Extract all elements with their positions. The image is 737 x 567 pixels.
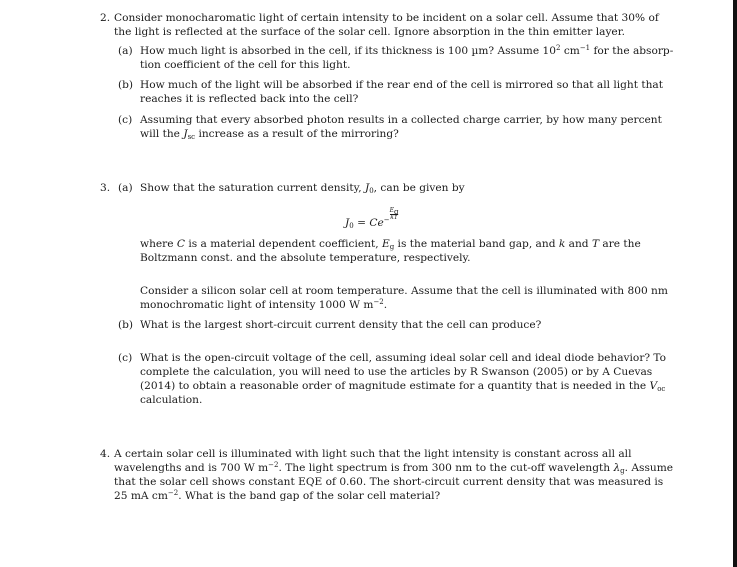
- problem-2c-text-start: will the: [140, 128, 184, 140]
- problem-3-consider-text: [140, 284, 668, 312]
- saturation-current-equation: [345, 208, 398, 230]
- problem-3-where-text: [140, 237, 658, 265]
- problem-4-text-part: 25 mA cm: [114, 490, 168, 502]
- problem-4-line: A certain solar cell is illuminated with light such that the light intensity is constant across all all: [114, 448, 632, 460]
- problem-3a-label: (a): [118, 182, 133, 194]
- fraction-denominator: [390, 214, 399, 221]
- problem-4-text-part: wavelengths and is 700 W m: [114, 462, 269, 474]
- fraction-denominator-var: kT: [390, 214, 398, 221]
- problem-4-text-part: . Assume: [624, 462, 674, 474]
- equation-exponent: [383, 207, 399, 224]
- current-density-exponent: −2: [167, 489, 179, 497]
- c-variable: C: [176, 238, 185, 250]
- t-variable: T: [591, 238, 600, 250]
- problem-3c-label: (c): [118, 352, 133, 364]
- exponent-fraction: [390, 208, 399, 221]
- problem-4-number: 4.: [100, 448, 111, 460]
- problem-2a-exponent: 2: [555, 44, 561, 52]
- k-variable: k: [558, 238, 566, 250]
- problem-2-intro: [114, 11, 658, 39]
- fraction-numerator: [390, 207, 399, 214]
- problem-3a-text: [140, 181, 465, 195]
- equation-lhs-subscript: 0: [349, 222, 354, 230]
- voc-variable: V: [649, 380, 658, 392]
- j0-variable: J: [364, 182, 370, 194]
- fraction-numerator-var: E: [389, 207, 394, 214]
- problem-2a-unit: cm: [560, 45, 580, 57]
- problem-3c-line: complete the calculation, you will need to use the articles by R Swanson (2005) or by A Cuevas: [140, 366, 653, 378]
- problem-2-intro-line: the light is reflected at the surface of the solar cell. Ignore absorption in the thin emitter layer.: [114, 26, 625, 38]
- equation-equals: =: [353, 217, 370, 229]
- problem-2b-line: How much of the light will be absorbed if the rear end of the cell is mirrored so that all light that: [140, 79, 664, 91]
- problem-2a-text-end: for the absorp-: [590, 45, 674, 57]
- problem-2b-label: (b): [118, 79, 134, 91]
- voc-subscript: oc: [657, 385, 666, 393]
- eg-variable: E: [381, 238, 390, 250]
- problem-2c-label: (c): [118, 114, 133, 126]
- lambda-variable: λ: [613, 462, 621, 474]
- problem-4-text-part: . The light spectrum is from 300 nm to the cut-off wavelength: [278, 462, 614, 474]
- consider-exponent: −2: [373, 298, 384, 306]
- problem-2a-label: (a): [118, 45, 133, 57]
- where-text-part: and: [565, 238, 592, 250]
- problem-2a-unit-exponent: −1: [579, 44, 591, 52]
- problem-3a-text-end: , can be given by: [373, 182, 465, 194]
- where-text-part: is a material dependent coefficient,: [184, 238, 382, 250]
- problem-3b-line: What is the largest short-circuit current density that the cell can produce?: [140, 319, 542, 331]
- jsc-variable: J: [183, 128, 188, 140]
- consider-text-start: monochromatic light of intensity 1000 W m: [140, 299, 374, 311]
- j0-subscript: 0: [369, 187, 374, 195]
- problem-3c-text: [140, 351, 667, 407]
- jsc-subscript: sc: [187, 133, 196, 141]
- problem-2a-text-start: How much light is absorbed in the cell, if its thickness is 100 µm? Assume 10: [140, 45, 556, 57]
- fraction-numerator-sub: g: [394, 208, 399, 216]
- problem-2b-text: [140, 78, 664, 106]
- problem-3c-line: What is the open-circuit voltage of the cell, assuming ideal solar cell and ideal diode behavior? To: [140, 352, 667, 364]
- right-edge-border: [733, 0, 737, 567]
- problem-3-consider-line: Consider a silicon solar cell at room temperature. Assume that the cell is illuminated with 800 nm: [140, 285, 668, 297]
- problem-3-number: 3.: [100, 182, 111, 194]
- problem-4-text-part: . What is the band gap of the solar cell material?: [178, 490, 441, 502]
- problem-2c-text: [140, 113, 662, 141]
- equation-lhs: J: [345, 217, 350, 229]
- where-text-part: are the: [599, 238, 641, 250]
- lambda-subscript: g: [620, 467, 625, 475]
- consider-text-end: .: [383, 299, 388, 311]
- where-text-part: is the material band gap, and: [394, 238, 559, 250]
- problem-2c-line: Assuming that every absorbed photon results in a collected charge carrier, by how many percent: [140, 114, 662, 126]
- problem-3a-text-start: Show that the saturation current density,: [140, 182, 365, 194]
- problem-3-where-line: Boltzmann const. and the absolute temperature, respectively.: [140, 252, 471, 264]
- problem-2a-text: [140, 44, 674, 72]
- problem-3c-text-start: (2014) to obtain a reasonable order of magnitude estimate for a quantity that is needed in the: [140, 380, 650, 392]
- problem-3b-text: [140, 318, 541, 332]
- intensity-exponent: −2: [268, 461, 279, 469]
- problem-2-intro-line: Consider monocharomatic light of certain intensity to be incident on a solar cell. Assume that 30% of: [114, 12, 659, 24]
- problem-4-line: that the solar cell shows constant EQE of 0.60. The short-circuit current density that was measured is: [114, 476, 664, 488]
- exponent-minus: −: [383, 216, 390, 224]
- problem-3c-line: calculation.: [140, 394, 203, 406]
- problem-2c-text-end: increase as a result of the mirroring?: [195, 128, 399, 140]
- problem-4-text: [114, 447, 674, 503]
- where-text-part: where: [140, 238, 177, 250]
- problem-2-number: 2.: [100, 12, 111, 24]
- problem-3b-label: (b): [118, 319, 134, 331]
- problem-2a-line: tion coefficient of the cell for this light.: [140, 59, 351, 71]
- equation-coefficient: Ce: [369, 217, 384, 229]
- problem-2b-line: reaches it is reflected back into the cell?: [140, 93, 359, 105]
- eg-subscript: g: [389, 243, 395, 251]
